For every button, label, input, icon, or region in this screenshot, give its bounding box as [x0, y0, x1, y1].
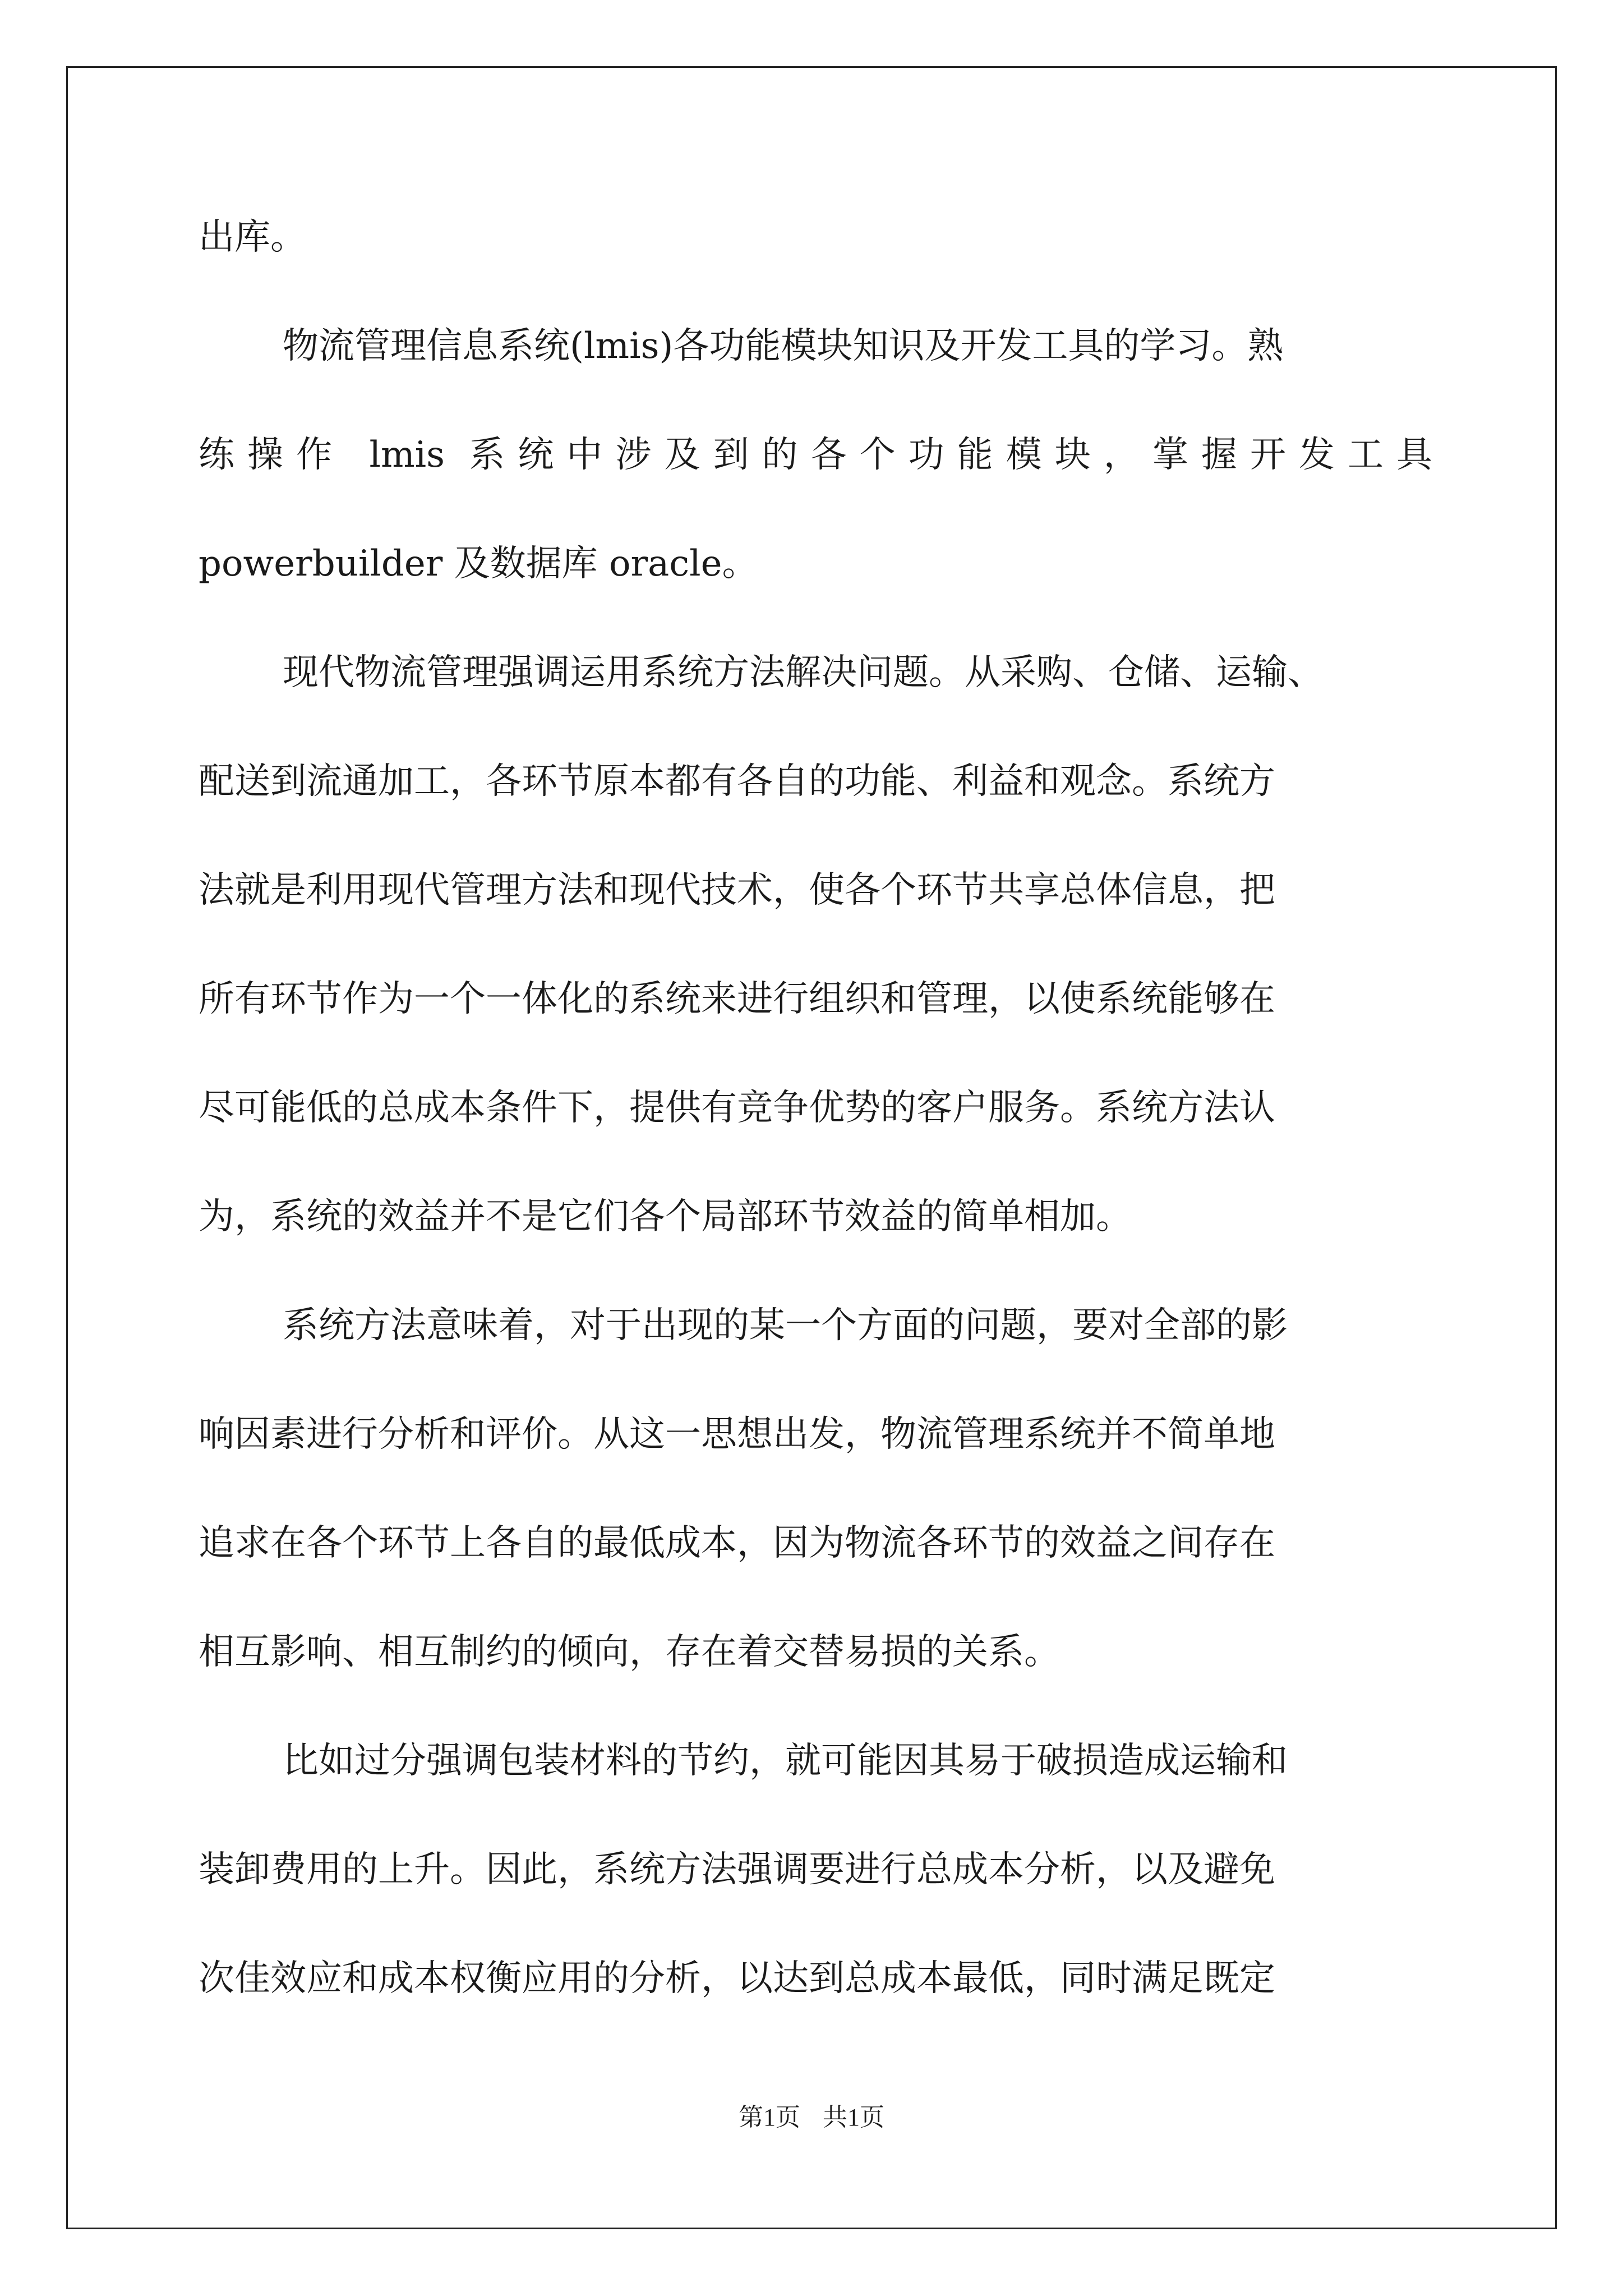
text-line: 法就是利用现代管理方法和现代技术，使各个环节共享总体信息，把	[199, 869, 1275, 911]
text-line: 相互影响、相互制约的倾向，存在着交替易损的关系。	[199, 1631, 1060, 1673]
text-line: 比如过分强调包装材料的节约，就可能因其易于破损造成运输和	[283, 1740, 1288, 1782]
text-line: 为，系统的效益并不是它们各个局部环节效益的简单相加。	[199, 1196, 1132, 1237]
text-line: 尽可能低的总成本条件下，提供有竞争优势的客户服务。系统方法认	[199, 1087, 1275, 1129]
document-body	[199, 183, 1432, 2033]
text-line: 配送到流通加工，各环节原本都有各自的功能、利益和观念。系统方	[199, 761, 1275, 802]
text-line: 次佳效应和成本权衡应用的分析，以达到总成本最低，同时满足既定	[199, 1958, 1275, 1999]
text-line: 响因素进行分析和评价。从这一思想出发，物流管理系统并不简单地	[199, 1414, 1275, 1455]
page-total: 共1页	[823, 2104, 884, 2131]
text-line: powerbuilder 及数据库 oracle。	[199, 543, 758, 585]
text-line: 追求在各个环节上各自的最低成本，因为物流各环节的效益之间存在	[199, 1522, 1275, 1564]
text-line: 练操作 lmis 系统中涉及到的各个功能模块，掌握开发工具	[199, 434, 1432, 476]
page-footer	[0, 2097, 1623, 2133]
text-line: 出库。	[199, 217, 306, 258]
text-line: 物流管理信息系统(lmis)各功能模块知识及开发工具的学习。熟	[283, 325, 1284, 367]
text-line: 系统方法意味着，对于出现的某一个方面的问题，要对全部的影	[283, 1305, 1288, 1346]
page-number: 第1页	[739, 2104, 800, 2131]
text-line: 现代物流管理强调运用系统方法解决问题。从采购、仓储、运输、	[283, 652, 1324, 693]
text-line: 装卸费用的上升。因此，系统方法强调要进行总成本分析，以及避免	[199, 1849, 1275, 1890]
text-line: 所有环节作为一个一体化的系统来进行组织和管理，以使系统能够在	[199, 978, 1275, 1020]
